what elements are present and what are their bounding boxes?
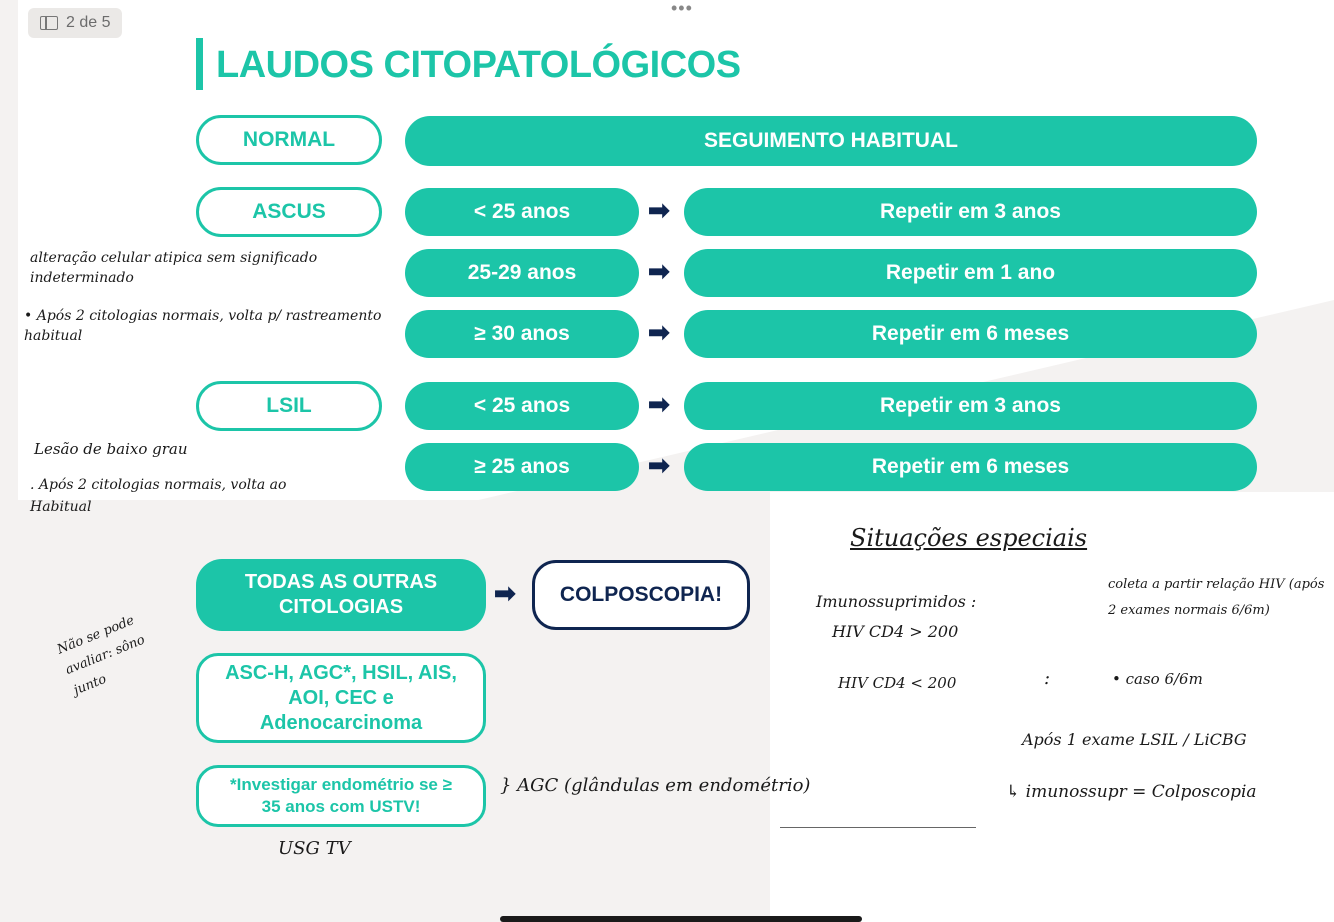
- colposcopia-box: COLPOSCOPIA!: [532, 560, 750, 630]
- lsil-age-2: ≥ 25 anos: [405, 443, 639, 491]
- handwritten-special-title: Situações especiais: [850, 524, 1088, 552]
- handwritten-after-note-2: ↳ imunossupr = Colposcopia: [1006, 782, 1257, 802]
- handwritten-agc-note: } AGC (glândulas em endométrio): [500, 775, 811, 796]
- ascus-label: ASCUS: [196, 187, 382, 237]
- arrow-right-icon: ➡: [494, 578, 516, 608]
- ascus-action-2: Repetir em 1 ano: [684, 249, 1257, 297]
- arrow-right-icon: ➡: [648, 317, 670, 347]
- lsil-action-1: Repetir em 3 anos: [684, 382, 1257, 430]
- white-note-panel: [770, 492, 1334, 922]
- lsil-label: LSIL: [196, 381, 382, 431]
- arrow-right-icon: ➡: [648, 256, 670, 286]
- handwritten-immuno-sub: HIV CD4 > 200: [832, 622, 959, 641]
- home-indicator-bar[interactable]: [500, 916, 862, 922]
- handwritten-ascus-note-2: • Após 2 citologias normais, volta p/ rastreamento habitual: [24, 308, 382, 344]
- arrow-right-icon: ➡: [648, 450, 670, 480]
- more-options-icon[interactable]: •••: [671, 0, 693, 18]
- handwritten-immuno-label: Imunossuprimidos :: [816, 592, 977, 611]
- ascus-age-1: < 25 anos: [405, 188, 639, 236]
- page-indicator[interactable]: [28, 8, 122, 38]
- endometrium-note: *Investigar endométrio se ≥ 35 anos com USTV!: [196, 765, 486, 827]
- ascus-action-1: Repetir em 3 anos: [684, 188, 1257, 236]
- handwritten-usg-note: USG TV: [278, 838, 351, 859]
- lsil-age-1: < 25 anos: [405, 382, 639, 430]
- normal-action: SEGUIMENTO HABITUAL: [405, 116, 1257, 166]
- ascus-age-2: 25-29 anos: [405, 249, 639, 297]
- handwritten-immuno-value: coleta a partir relação HIV (após 2 exames normais 6/6m): [1108, 577, 1325, 618]
- arrow-right-icon: ➡: [648, 389, 670, 419]
- ascus-action-3: Repetir em 6 meses: [684, 310, 1257, 358]
- others-list: ASC-H, AGC*, HSIL, AIS, AOI, CEC e Adenocarcinoma: [196, 653, 486, 743]
- page-indicator-label: 2 de 5: [66, 14, 111, 31]
- handwritten-underline: [780, 827, 976, 828]
- handwritten-hiv-label: HIV CD4 < 200: [838, 674, 957, 692]
- others-label: TODAS AS OUTRAS CITOLOGIAS: [196, 559, 486, 631]
- ascus-age-3: ≥ 30 anos: [405, 310, 639, 358]
- handwritten-left-note: Não se pode avaliar: sôno junto: [55, 613, 148, 699]
- handwritten-after-note-1: Após 1 exame LSIL / LiCBG: [1022, 730, 1247, 749]
- handwritten-lsil-note-1: Lesão de baixo grau: [34, 440, 188, 458]
- normal-label: NORMAL: [196, 115, 382, 165]
- title-accent-bar: [196, 38, 203, 90]
- handwritten-lsil-note-2: . Após 2 citologias normais, volta ao Habitual: [30, 477, 287, 515]
- page-title: LAUDOS CITOPATOLÓGICOS: [216, 44, 741, 86]
- lsil-action-2: Repetir em 6 meses: [684, 443, 1257, 491]
- handwritten-ascus-note-1: alteração celular atipica sem significado indeterminado: [30, 250, 318, 286]
- handwritten-hiv-value: • caso 6/6m: [1112, 670, 1203, 688]
- arrow-right-icon: ➡: [648, 195, 670, 225]
- handwritten-hiv-colon: :: [1044, 668, 1051, 689]
- sidebar-icon: [40, 16, 58, 30]
